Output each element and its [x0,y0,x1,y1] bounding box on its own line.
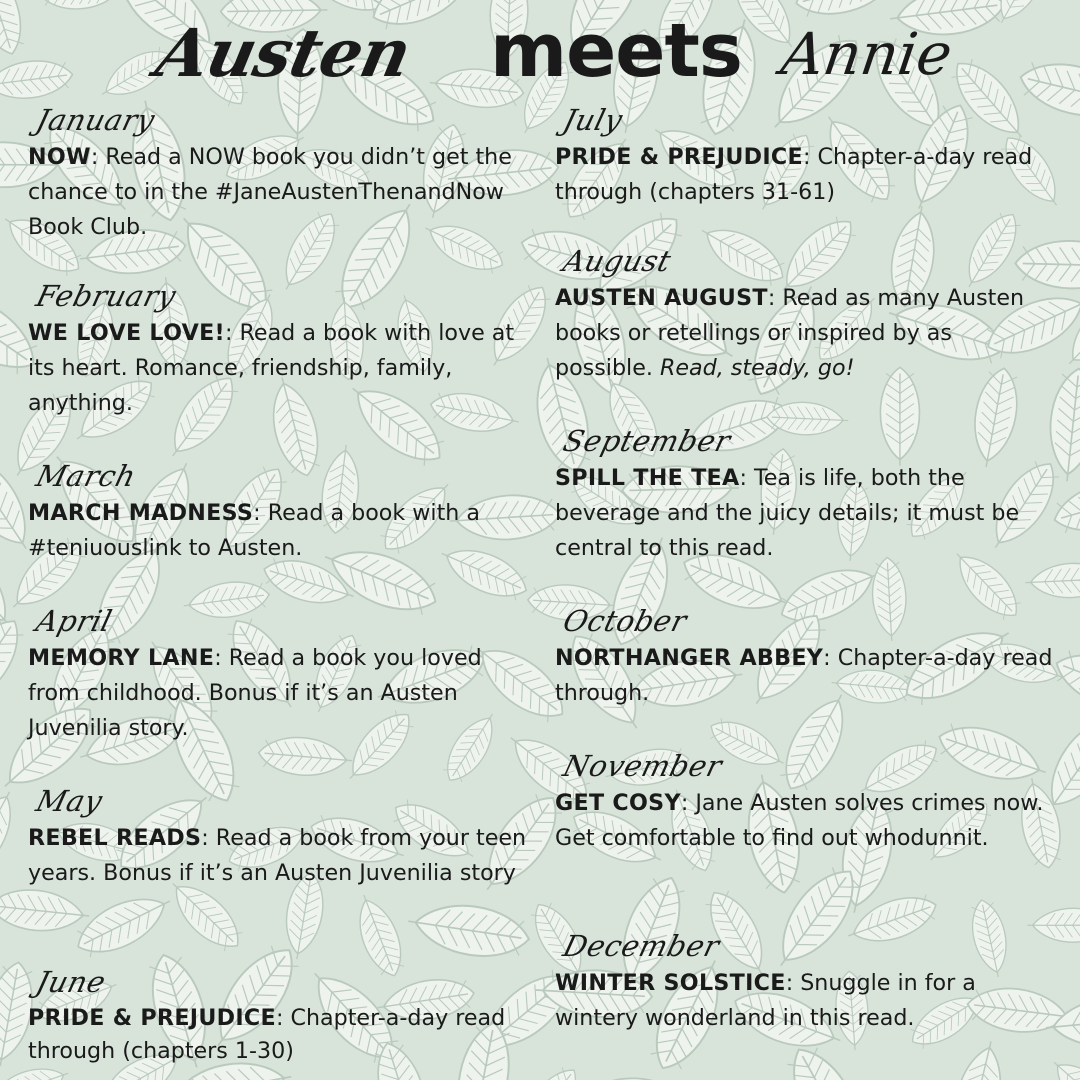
month-entry-may [28,781,528,891]
theme-text: : Read a book you loved from childhood. Bonus if it’s an Austen Juvenilia story. [28,645,482,741]
month-entry-august [555,241,1055,386]
theme-label: NORTHANGER ABBEY [555,645,824,671]
leaf-shape [1043,1050,1080,1080]
leaf-shape [0,723,3,789]
month-heading: October [559,604,691,638]
theme-text: : Jane Austen solves crimes now. Get comfortable to find out whodunnit. [555,790,1044,851]
month-description [28,140,528,245]
theme-text: : Read a book from your teen years. Bonus if it’s an Austen Juvenilia story [28,825,527,886]
month-entry-september [555,421,1055,566]
theme-label: GET COSY [555,790,681,816]
month-entry-july [555,100,1055,210]
title-annie: Annie [777,20,957,88]
theme-label: AUSTEN AUGUST [555,285,768,311]
month-description [28,496,528,566]
month-entry-december [555,926,1055,1036]
theme-label: REBEL READS [28,825,202,851]
theme-text: : Snuggle in for a wintery wonderland in this read. [555,970,976,1031]
leaf-shape [1076,117,1080,199]
theme-label: NOW [28,144,91,170]
leaf-shape [0,886,91,936]
month-entry-june [28,962,528,1068]
month-heading: March [32,459,140,493]
theme-text: : Read a book with love at its heart. Romance, friendship, family, anything. [28,320,515,416]
month-heading: April [32,604,116,638]
month-description [555,461,1055,566]
title-austen: Austen [149,14,418,92]
theme-text: : Chapter-a-day read through (chapters 1-30) [28,1005,506,1064]
month-heading: February [32,279,180,313]
leaf-shape [0,783,26,883]
theme-label: SPILL THE TEA [555,465,740,491]
month-entry-january [28,100,528,245]
month-heading: August [559,244,675,278]
leaf-shape [947,1037,1010,1080]
month-entry-october [555,601,1055,711]
theme-text: : Read a book with a #teniuouslink to Austen. [28,500,481,561]
month-description [555,966,1055,1036]
month-heading: November [559,749,726,783]
month-heading: January [32,103,159,137]
month-heading: December [559,929,724,963]
theme-italic-text: Read, steady, go! [659,355,855,381]
month-heading: June [32,965,110,999]
title-meets: meets [490,8,742,94]
theme-label: MEMORY LANE [28,645,215,671]
month-heading: September [559,424,735,458]
leaf-shape [1025,562,1080,600]
month-description [555,786,1055,856]
leaf-shape [69,883,179,965]
month-entry-march [28,456,528,566]
month-description [555,140,1055,210]
theme-text: : Read as many Austen books or retellings or inspired by as possible. [555,285,1025,381]
month-description [28,641,528,746]
month-entry-november [555,746,1055,856]
theme-text: : Read a NOW book you didn’t get the chance to in the #JaneAustenThenandNow Book Club. [28,144,512,240]
month-description [555,281,1055,386]
theme-label: WINTER SOLSTICE [555,970,786,996]
month-description [28,316,528,421]
theme-label: PRIDE & PREJUDICE [28,1005,276,1031]
month-description [28,821,528,891]
month-heading: July [559,103,627,137]
theme-label: MARCH MADNESS [28,500,254,526]
leaf-shape [405,897,533,963]
theme-text: : Chapter-a-day read through (chapters 31-61) [555,144,1033,205]
theme-label: WE LOVE LOVE! [28,320,225,346]
theme-label: PRIDE & PREJUDICE [555,144,803,170]
poster-title [0,6,1080,106]
month-description [555,641,1055,711]
month-entry-april [28,601,528,746]
month-heading: May [32,784,107,818]
theme-text: : Tea is life, both the beverage and the juicy details; it must be central to this read. [555,465,1020,561]
month-description [28,1002,528,1068]
theme-text: : Chapter-a-day read through. [555,645,1053,706]
month-entry-february [28,276,528,421]
